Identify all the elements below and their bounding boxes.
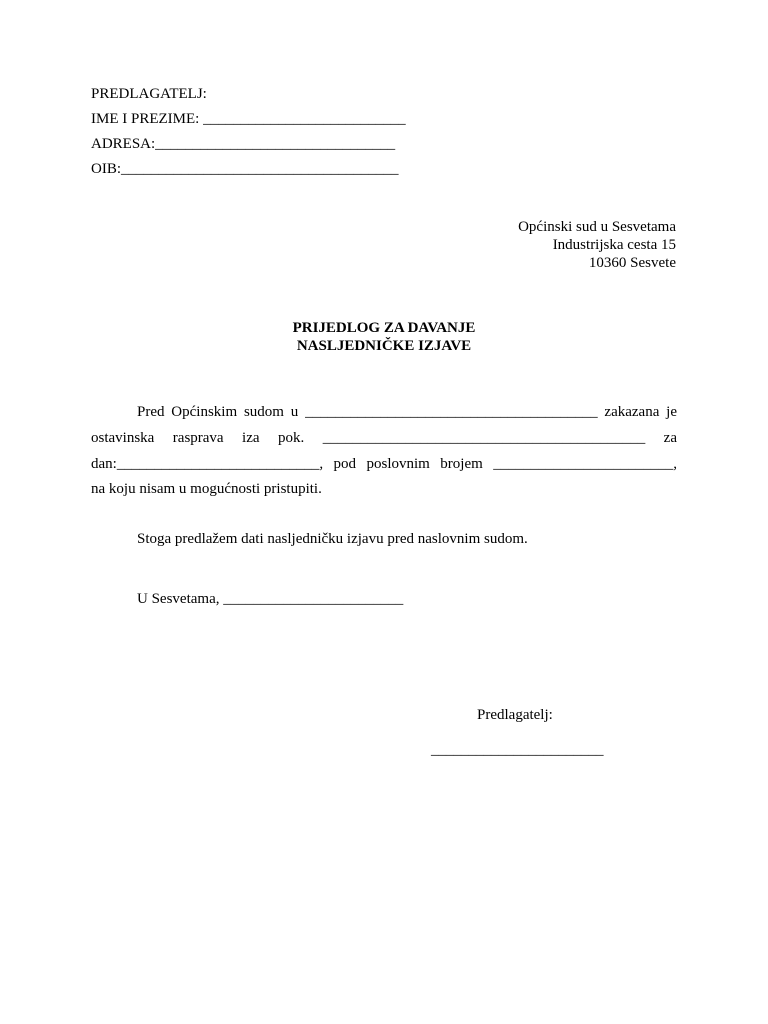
place-date-line: U Sesvetama, ________________________ <box>137 591 404 607</box>
document-title-line2: NASLJEDNIČKE IZJAVE <box>296 338 472 354</box>
paragraph-1-line-3: dan:___________________________, pod poslovnim brojem ________________________, <box>91 456 677 472</box>
court-city: 10360 Sesvete <box>588 255 676 271</box>
applicant-name-line: IME I PREZIME: ___________________________ <box>91 111 406 127</box>
paragraph-1-line-2: ostavinska rasprava iza pok. ___________________________________________ za <box>91 430 677 446</box>
paragraph-1-line-4: na koju nisam u mogućnosti pristupiti. <box>91 481 322 497</box>
document-title-line1: PRIJEDLOG ZA DAVANJE <box>292 320 476 336</box>
signature-label: Predlagatelj: <box>477 707 553 723</box>
paragraph-2: Stoga predlažem dati nasljedničku izjavu pred naslovnim sudom. <box>137 531 528 547</box>
applicant-oib-line: OIB:_____________________________________ <box>91 161 399 177</box>
signature-line: _______________________ <box>431 742 604 758</box>
paragraph-1-line-1: Pred Općinskim sudom u _______________________________________ zakazana je <box>137 404 677 420</box>
court-street: Industrijska cesta 15 <box>552 237 676 253</box>
court-name: Općinski sud u Sesvetama <box>518 219 676 235</box>
applicant-heading: PREDLAGATELJ: <box>91 86 207 102</box>
applicant-address-line: ADRESA:________________________________ <box>91 136 396 152</box>
